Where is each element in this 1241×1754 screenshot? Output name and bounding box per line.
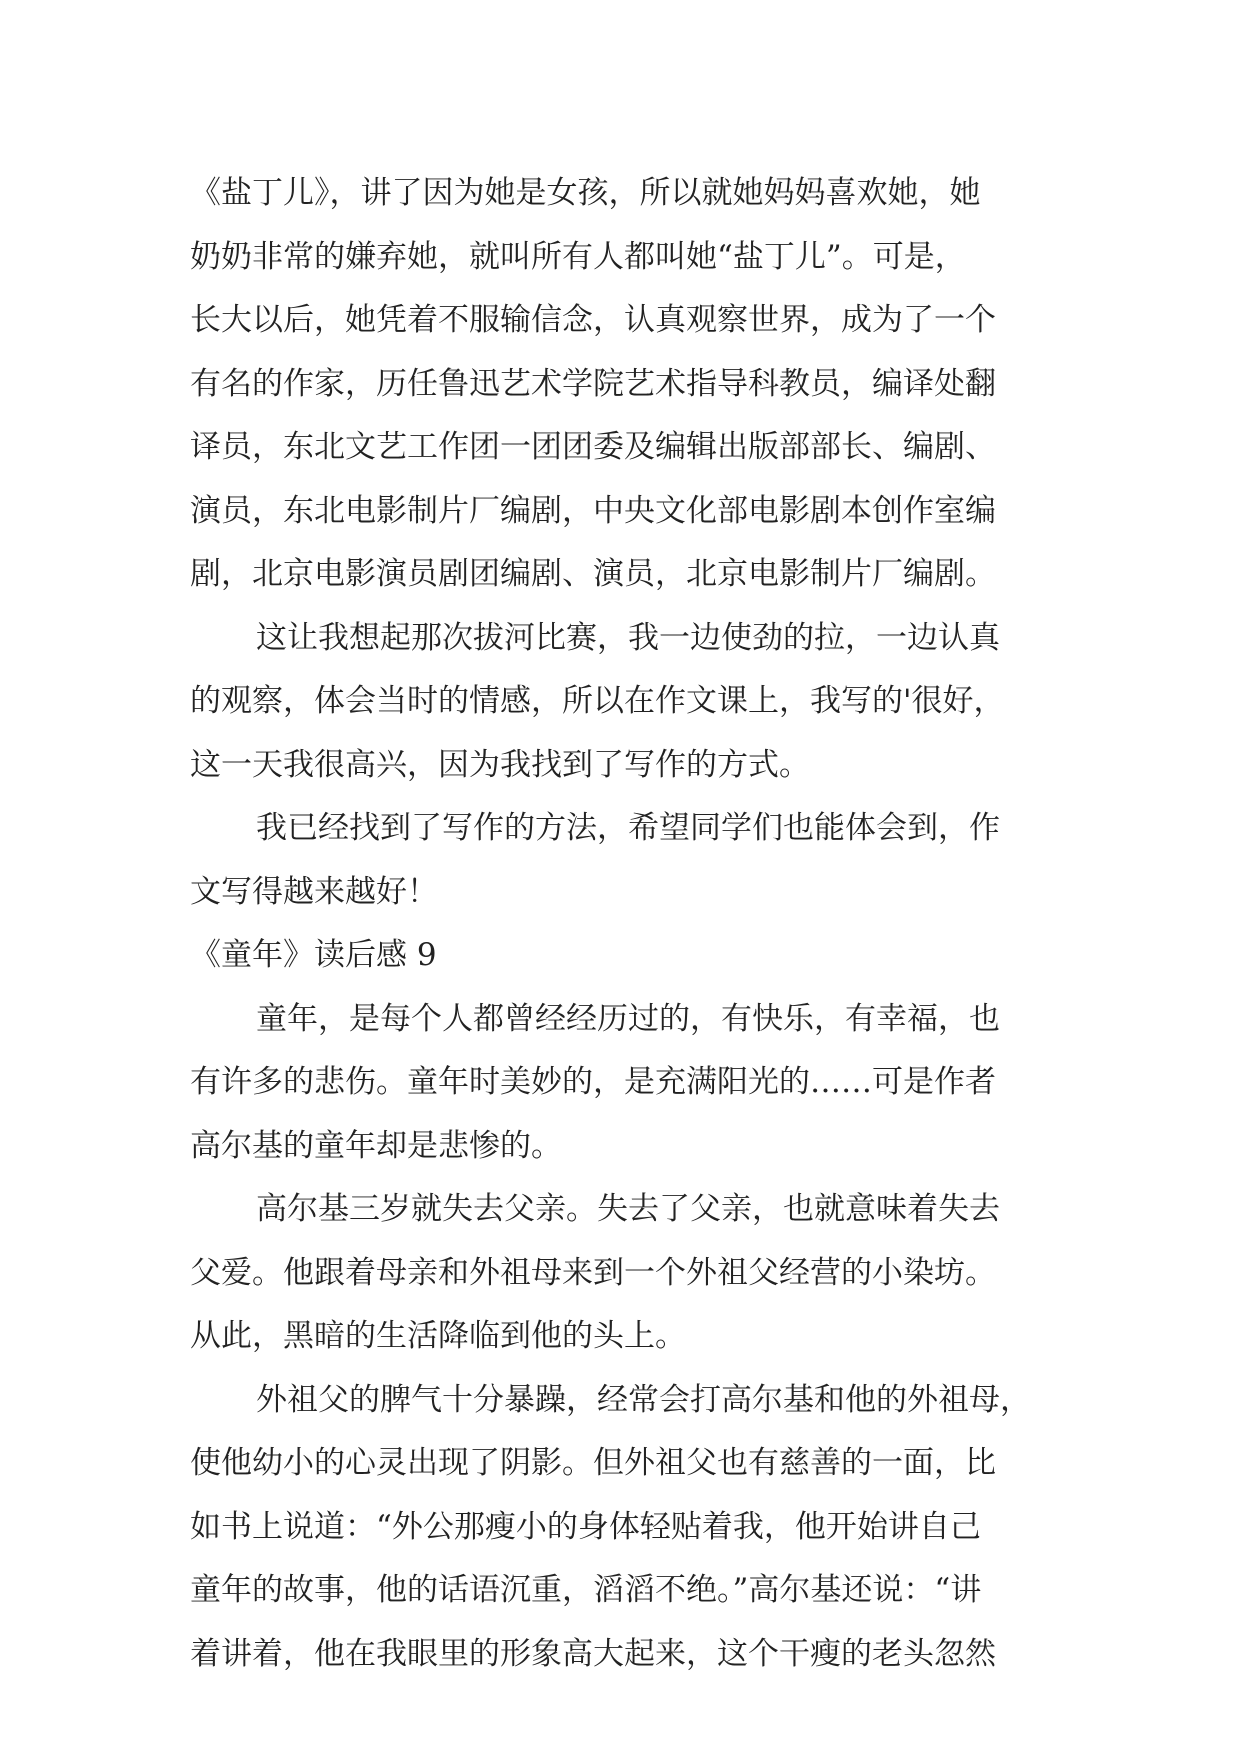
text-line: 演员，东北电影制片厂编剧，中央文化部电影剧本创作室编 — [190, 492, 996, 529]
text-line: 有许多的悲伤。童年时美妙的，是充满阳光的……可是作者 — [190, 1064, 996, 1100]
document-body — [190, 162, 1050, 1686]
section-heading: 《童年》读后感 9 — [190, 937, 437, 973]
paragraph-first-line: 这让我想起那次拔河比赛，我一边使劲的拉，一边认真 — [256, 619, 1000, 656]
text-line: 着讲着，他在我眼里的形象高大起来，这个干瘦的老头忽然 — [190, 1635, 996, 1672]
text-line: 奶奶非常的嫌弃她，就叫所有人都叫她“盐丁儿”。可是， — [190, 238, 966, 275]
text-line: 这一天我很高兴，因为我找到了写作的方式。 — [190, 746, 810, 783]
text-line: 译员，东北文艺工作团一团团委及编辑出版部部长、编剧、 — [190, 429, 996, 465]
text-line: 如书上说道：“外公那瘦小的身体轻贴着我，他开始讲自己 — [190, 1508, 981, 1545]
paragraph-first-line: 外祖父的脾气十分暴躁，经常会打高尔基和他的外祖母， — [256, 1381, 1031, 1418]
text-line: 长大以后，她凭着不服输信念，认真观察世界，成为了一个 — [190, 302, 996, 338]
text-line: 从此，黑暗的生活降临到他的头上。 — [190, 1318, 686, 1354]
text-line: 童年的故事，他的话语沉重，滔滔不绝。”高尔基还说：“讲 — [190, 1572, 982, 1608]
text-line: 文写得越来越好！ — [190, 873, 438, 910]
text-line: 父爱。他跟着母亲和外祖母来到一个外祖父经营的小染坊。 — [190, 1254, 996, 1291]
text-line: 的观察，体会当时的情感，所以在作文课上，我写的'很好， — [190, 683, 1005, 719]
text-line: 使他幼小的心灵出现了阴影。但外祖父也有慈善的一面，比 — [190, 1445, 996, 1481]
paragraph-first-line: 我已经找到了写作的方法，希望同学们也能体会到，作 — [256, 810, 1000, 846]
text-line: 《盐丁儿》，讲了因为她是女孩，所以就她妈妈喜欢她，她 — [190, 175, 981, 211]
paragraph-first-line: 高尔基三岁就失去父亲。失去了父亲，也就意味着失去 — [256, 1191, 1000, 1227]
text-line: 高尔基的童年却是悲惨的。 — [190, 1127, 562, 1164]
paragraph-first-line: 童年，是每个人都曾经经历过的，有快乐，有幸福，也 — [256, 1000, 1000, 1037]
text-line: 有名的作家，历任鲁迅艺术学院艺术指导科教员，编译处翻 — [190, 365, 996, 402]
text-line: 剧，北京电影演员剧团编剧、演员，北京电影制片厂编剧。 — [190, 556, 996, 592]
